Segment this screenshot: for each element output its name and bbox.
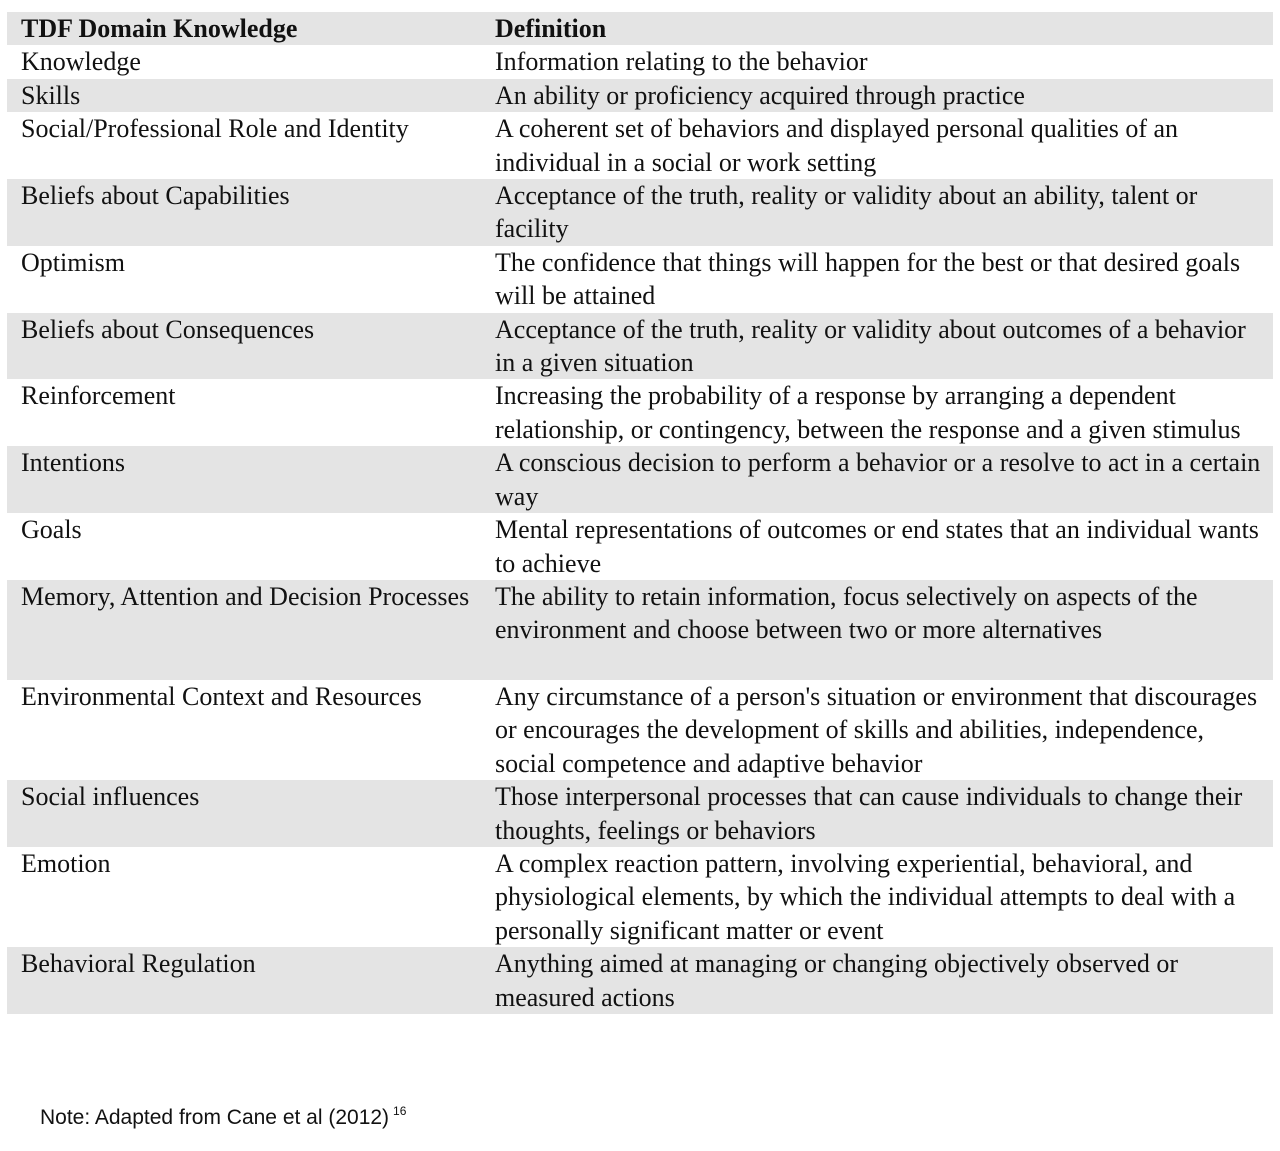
domain-cell: Social/Professional Role and Identity [21,114,409,144]
source-note [40,1104,406,1130]
table-row [7,313,1273,380]
column-header-definition: Definition [481,12,1273,45]
definition-cell: Anything aimed at managing or changing objectively observed or measured actions [481,947,1273,1014]
table-row [7,680,1273,780]
definition-cell: Mental representations of outcomes or end states that an individual wants to achieve [495,515,1259,578]
definition-cell: Increasing the probability of a response by arranging a dependent relationship, or contingency, between the response and a given stimulus [495,381,1241,444]
domain-cell: Social influences [7,780,481,847]
definition-cell: A complex reaction pattern, involving experiential, behavioral, and physiological elements, by which the individual attempts to deal with a personally significant matter or event [495,848,1236,945]
definition-cell: Information relating to the behavior [495,47,868,77]
domain-cell: Beliefs about Capabilities [7,179,481,246]
domain-cell: Skills [7,79,481,112]
domain-cell: Environmental Context and Resources [21,681,422,711]
domain-cell: Memory, Attention and Decision Processes [7,580,481,680]
table-row [7,79,1273,112]
definition-cell: The confidence that things will happen for the best or that desired goals will be attained [495,247,1241,311]
domain-cell: Beliefs about Consequences [7,313,481,380]
note-reference-superscript: 16 [393,1104,407,1118]
tdf-domains-table [7,12,1273,1014]
definition-cell: A conscious decision to perform a behavior or a resolve to act in a certain way [481,446,1273,513]
definition-cell: An ability or proficiency acquired through practice [481,79,1273,112]
table-row [7,580,1273,680]
domain-cell: Knowledge [21,47,141,77]
domain-cell: Emotion [21,848,111,878]
table-row [7,45,1273,78]
table-row [7,780,1273,847]
table-row [7,379,1273,446]
domain-cell: Reinforcement [21,381,176,411]
definition-cell: Any circumstance of a person's situation or environment that discourages or encourages the development of skills and abilities, independence, social competence and adaptive behavior [495,681,1258,778]
table-row [7,446,1273,513]
definition-cell: A coherent set of behaviors and displayed personal qualities of an individual in a social or work setting [495,114,1179,177]
table-row [7,246,1273,313]
domain-cell: Behavioral Regulation [7,947,481,1014]
table-row [7,947,1273,1014]
note-text: Note: Adapted from Cane et al (2012) [40,1106,390,1129]
table-row [7,179,1273,246]
definition-cell: Acceptance of the truth, reality or validity about an ability, talent or facility [481,179,1273,246]
domain-cell: Optimism [21,247,126,277]
table-row [7,847,1273,947]
domain-cell: Intentions [7,446,481,513]
domain-cell: Goals [21,515,82,545]
definition-cell: The ability to retain information, focus selectively on aspects of the environment and choose between two or more alternatives [481,580,1273,680]
table-header-row [7,12,1273,45]
definition-cell: Those interpersonal processes that can cause individuals to change their thoughts, feelings or behaviors [481,780,1273,847]
column-header-domain: TDF Domain Knowledge [7,12,481,45]
table-row [7,513,1273,580]
definition-cell: Acceptance of the truth, reality or validity about outcomes of a behavior in a given situation [481,313,1273,380]
table-row [7,112,1273,179]
